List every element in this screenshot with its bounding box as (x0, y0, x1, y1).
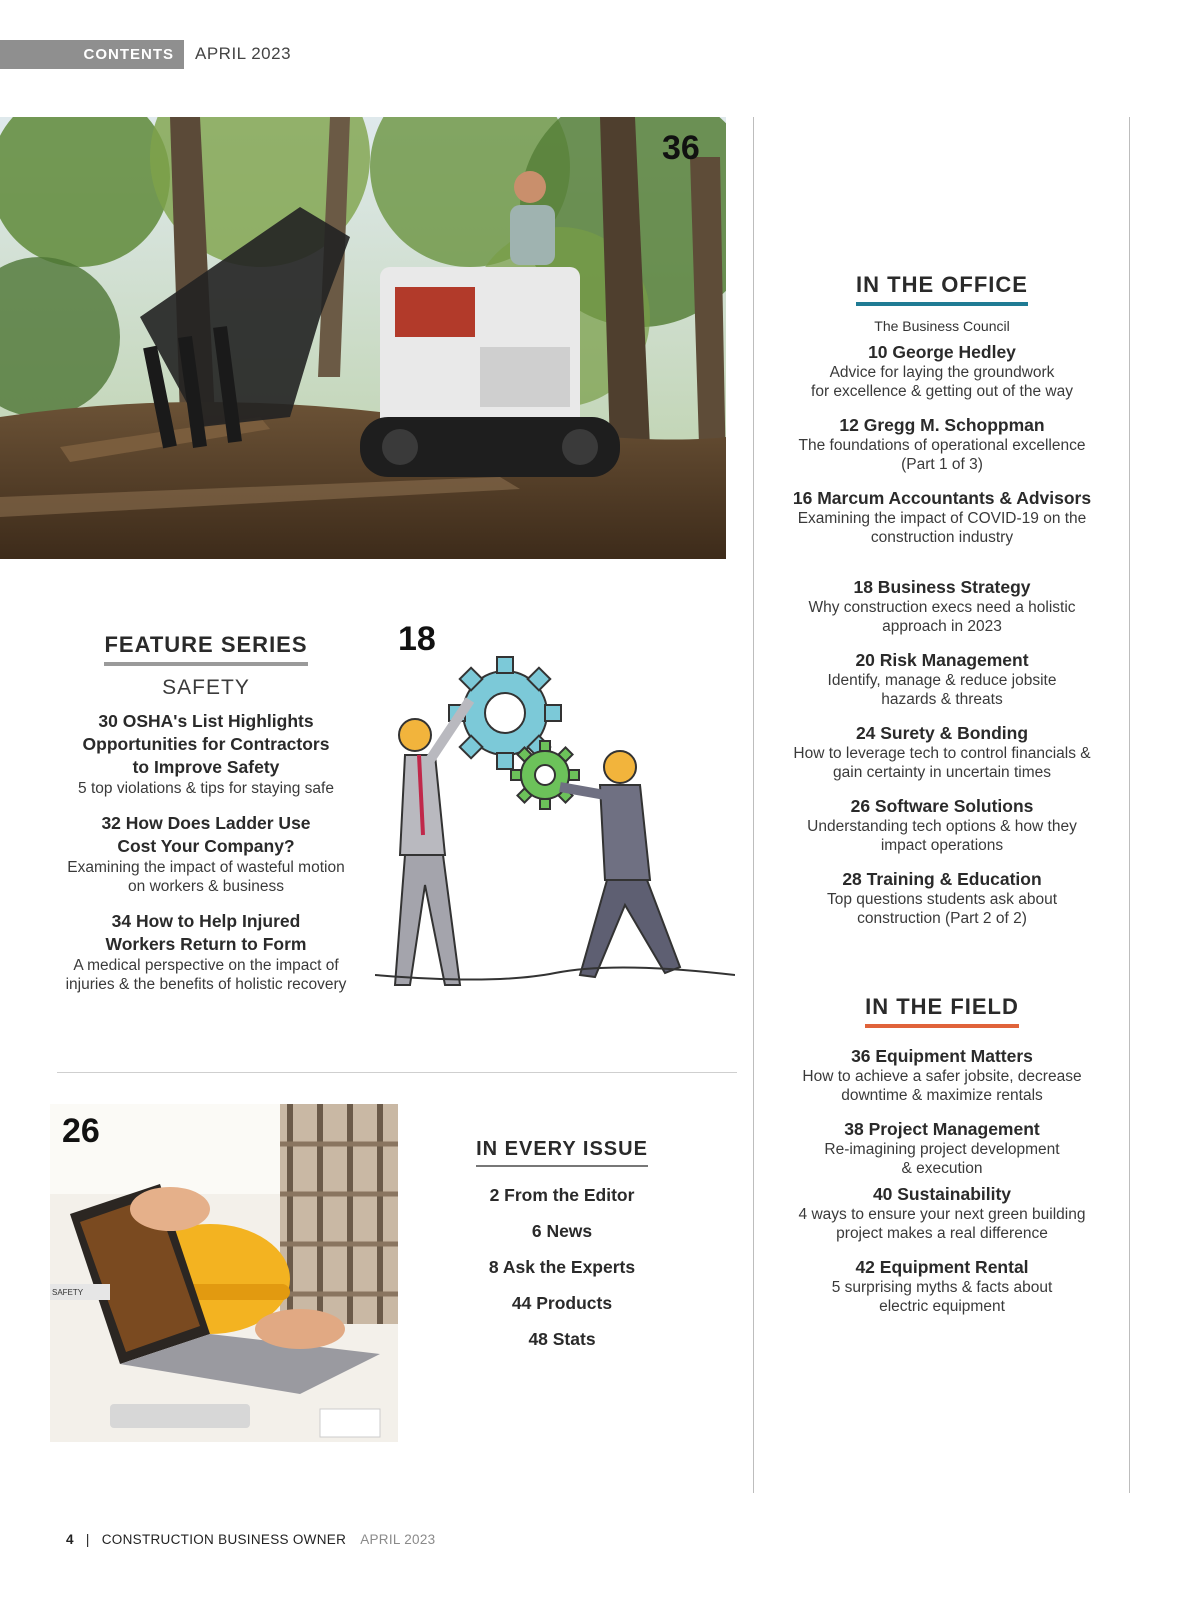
in-the-field-section (770, 994, 1114, 1330)
toc-entry[interactable] (770, 1119, 1114, 1178)
footer-separator: | (85, 1532, 90, 1547)
toc-entry[interactable] (770, 650, 1114, 709)
entry-title-line: to Improve Safety (132, 757, 280, 777)
entry-title: 40 Sustainability (872, 1184, 1012, 1204)
entry-desc-line: electric equipment (879, 1298, 1005, 1315)
entry-desc-line: for excellence & getting out of the way (811, 383, 1073, 400)
toc-entry[interactable] (770, 869, 1114, 928)
entry-title-line: Cost Your Company? (117, 836, 295, 856)
toc-entry[interactable] (770, 1046, 1114, 1105)
toc-entry[interactable]: 2 From the Editor (489, 1185, 635, 1205)
entry-desc-line: Understanding tech options & how they (807, 818, 1077, 835)
software-story-page-number: 26 (62, 1112, 100, 1150)
gears-illustration-icon (375, 655, 735, 1015)
entry-desc-line: The foundations of operational excellence (798, 437, 1086, 454)
entry-title: 28 Training & Education (842, 869, 1042, 889)
software-story-photo[interactable] (50, 1104, 398, 1442)
entry-desc-line: project makes a real difference (836, 1225, 1048, 1242)
entry-desc-line: 4 ways to ensure your next green building (798, 1206, 1086, 1223)
toc-entry[interactable] (770, 577, 1114, 636)
entry-desc-line: Examining the impact of wasteful motion (67, 859, 345, 876)
entry-desc-line: hazards & threats (881, 691, 1003, 708)
contents-label: CONTENTS (83, 46, 174, 63)
entry-desc-line: Identify, manage & reduce jobsite (827, 672, 1057, 689)
footer-page-number: 4 (66, 1532, 74, 1547)
toc-entry[interactable] (770, 488, 1114, 547)
entry-desc-line: 5 surprising myths & facts about (831, 1279, 1053, 1296)
entry-desc-line: impact operations (880, 837, 1004, 854)
entry-title: 36 Equipment Matters (851, 1046, 1033, 1066)
entry-desc-line: on workers & business (128, 878, 284, 895)
entry-title-line: Workers Return to Form (105, 934, 307, 954)
entry-title-line: Opportunities for Contractors (82, 734, 330, 754)
toc-entry[interactable]: 44 Products (511, 1293, 613, 1313)
column-divider-left (753, 117, 754, 1493)
entry-desc-line: Why construction execs need a holistic (808, 599, 1076, 616)
toc-entry[interactable]: 6 News (531, 1221, 593, 1241)
toc-entry[interactable] (770, 723, 1114, 782)
entry-desc-line: gain certainty in uncertain times (833, 764, 1051, 781)
entry-title: 24 Surety & Bonding (855, 723, 1029, 743)
feature-series-subheading: SAFETY (162, 676, 250, 699)
entry-desc-line: injuries & the benefits of holistic recovery (65, 976, 347, 993)
toc-entry[interactable] (770, 1184, 1114, 1243)
entry-desc-line: approach in 2023 (882, 618, 1002, 635)
entry-title: 20 Risk Management (855, 650, 1029, 670)
entry-title-line: 32 How Does Ladder Use (101, 813, 311, 833)
toc-entry[interactable] (56, 710, 356, 798)
entry-title: 26 Software Solutions (850, 796, 1034, 816)
footer-date: APRIL 2023 (360, 1532, 436, 1547)
laptop-hardhat-image (50, 1104, 398, 1442)
toc-entry[interactable] (56, 812, 356, 896)
footer-publication: CONSTRUCTION BUSINESS OWNER (101, 1532, 347, 1547)
toc-entry[interactable] (770, 1257, 1114, 1316)
entry-desc-line: Re-imagining project development (824, 1141, 1060, 1158)
entry-desc-line: & execution (901, 1160, 983, 1177)
entry-desc-line: Advice for laying the groundwork (829, 364, 1055, 381)
feature-series-section (56, 632, 356, 1008)
gears-teamwork-illustration[interactable] (375, 655, 735, 1015)
page-footer (66, 1532, 436, 1547)
entry-desc-line: construction industry (870, 529, 1014, 546)
entry-title-line: 34 How to Help Injured (111, 911, 301, 931)
in-the-field-heading: IN THE FIELD (865, 994, 1019, 1028)
entry-desc-line: A medical perspective on the impact of (73, 957, 339, 974)
entry-title: 18 Business Strategy (853, 577, 1031, 597)
issue-date: APRIL 2023 (195, 44, 292, 63)
entry-title-line: 30 OSHA's List Highlights (98, 711, 314, 731)
in-the-office-section (770, 272, 1114, 942)
entry-desc-line: downtime & maximize rentals (841, 1087, 1043, 1104)
in-the-office-heading: IN THE OFFICE (856, 272, 1028, 306)
entry-desc-line: Examining the impact of COVID-19 on the (797, 510, 1087, 527)
feature-series-heading: FEATURE SERIES (104, 632, 307, 666)
in-every-issue-heading: IN EVERY ISSUE (476, 1138, 648, 1167)
cover-story-page-number: 36 (662, 129, 700, 167)
entry-desc-line: How to achieve a safer jobsite, decrease (802, 1068, 1082, 1085)
contents-header-band (0, 40, 184, 69)
entry-desc-line: (Part 1 of 3) (901, 456, 983, 473)
toc-entry[interactable] (770, 796, 1114, 855)
toc-entry[interactable] (56, 910, 356, 994)
entry-title: 16 Marcum Accountants & Advisors (792, 488, 1092, 508)
safety-sticker-text: SAFETY (52, 1288, 84, 1297)
toc-entry[interactable]: 48 Stats (528, 1329, 596, 1349)
business-council-label: The Business Council (874, 318, 1010, 334)
entry-desc-line: Top questions students ask about (826, 891, 1058, 908)
toc-entry[interactable] (770, 415, 1114, 474)
toc-entry[interactable] (770, 342, 1114, 401)
in-every-issue-section (470, 1138, 654, 1357)
entry-title: 10 George Hedley (868, 342, 1016, 362)
entry-title: 42 Equipment Rental (855, 1257, 1029, 1277)
toc-entry[interactable]: 8 Ask the Experts (488, 1257, 636, 1277)
entry-title: 38 Project Management (844, 1119, 1040, 1139)
illustration-page-number: 18 (398, 620, 436, 658)
entry-desc-line: 5 top violations & tips for staying safe (78, 780, 334, 797)
entry-desc-line: construction (Part 2 of 2) (857, 910, 1027, 927)
column-divider-right (1129, 117, 1130, 1493)
entry-desc-line: How to leverage tech to control financials & (793, 745, 1091, 762)
entry-title: 12 Gregg M. Schoppman (839, 415, 1045, 435)
section-divider (57, 1072, 737, 1073)
cover-story-photo[interactable] (0, 117, 726, 559)
compact-track-loader-image (0, 117, 726, 559)
